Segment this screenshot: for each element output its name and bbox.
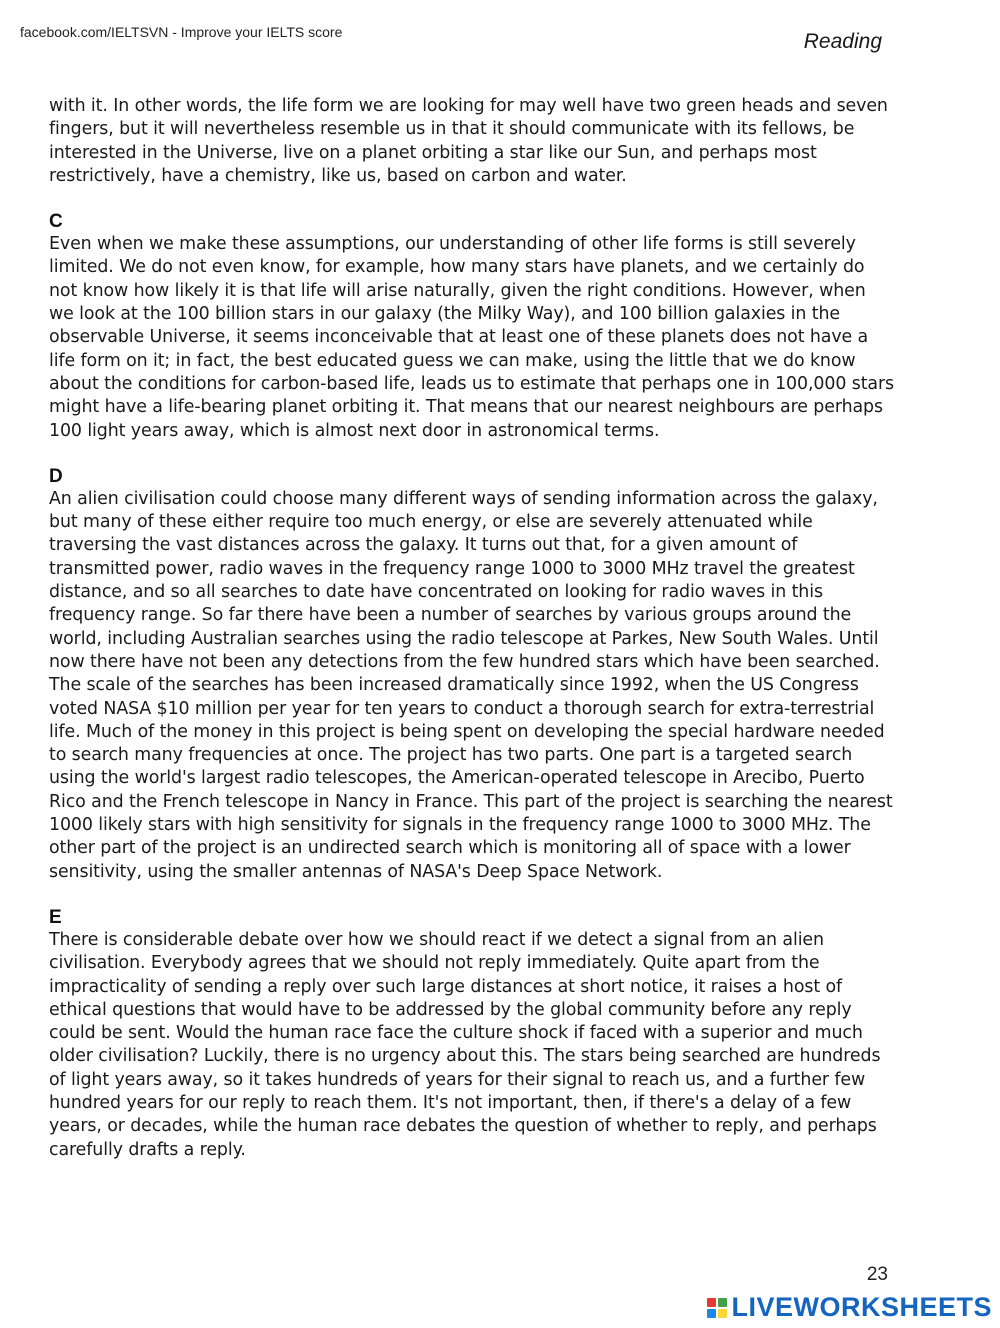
header-source-text: facebook.com/IELTSVN - Improve your IELTS score — [20, 24, 343, 40]
liveworksheets-logo-icon — [707, 1298, 727, 1318]
liveworksheets-watermark — [707, 1292, 992, 1323]
section-letter: C — [49, 211, 63, 233]
section-d — [49, 466, 894, 884]
section-c — [49, 211, 894, 443]
reading-passage — [49, 95, 894, 1162]
section-letter: D — [49, 465, 63, 487]
header-section-title: Reading — [803, 30, 882, 53]
section-e — [49, 907, 894, 1162]
watermark-text: LIVEWORKSHEETS — [731, 1292, 992, 1322]
intro-paragraph: with it. In other words, the life form we are looking for may well have two green heads and seven fingers, but it will nevertheless resemble us in that it should communicate with its fellows, be interested in the Universe, live on a planet orbiting a star like our Sun, and perhaps most restrictively, have a chemistry, like us, based on carbon and water. — [49, 96, 888, 186]
page-number: 23 — [866, 1264, 888, 1285]
section-paragraph: An alien civilisation could choose many different ways of sending information across the galaxy, but many of these either require too much energy, or else are severely attenuated while traversing the vast distances across the galaxy. It turns out that, for a given amount of transmitted power, radio waves in the frequency range 1000 to 3000 MHz travel the greatest distance, and so all searches to date have concentrated on looking for radio waves in this frequency range. So far there have been a number of searches by various groups around the world, including Australian searches using the radio telescope at Parkes, New South Wales. Until now there have not been any detections from the few hundred stars which have been searched. The scale of the searches has been increased dramatically since 1992, when the US Congress voted NASA $10 million per year for ten years to conduct a thorough search for extra-terrestrial life. Much of the money in this project is being spent on developing the special hardware needed to search many frequencies at once. The project has two parts. One part is a targeted search using the world's largest radio telescopes, the American-operated telescope in Arecibo, Puerto Rico and the French telescope in Nancy in France. This part of the project is searching the nearest 1000 likely stars with high sensitivity for signals in the frequency range 1000 to 3000 MHz. The other part of the project is an undirected search which is monitoring all of space with a lower sensitivity, using the smaller antennas of NASA's Deep Space Network. — [49, 488, 893, 882]
section-letter: E — [49, 906, 62, 928]
section-paragraph: Even when we make these assumptions, our understanding of other life forms is still severely limited. We do not even know, for example, how many stars have planets, and we certainly do not know how likely it is that life will arise naturally, given the right conditions. However, when we look at the 100 billion stars in our galaxy (the Milky Way), and 100 billion galaxies in the observable Universe, it seems inconceivable that at least one of these planets does not have a life form on it; in fact, the best educated guess we can make, using the little that we do know about the conditions for carbon-based life, leads us to estimate that perhaps one in 100,000 stars might have a life-bearing planet orbiting it. That means that our nearest neighbours are perhaps 100 light years away, which is almost next door in astronomical terms. — [49, 234, 894, 441]
section-paragraph: There is considerable debate over how we should react if we detect a signal from an alien civilisation. Everybody agrees that we should not reply immediately. Quite apart from the impracticality of sending a reply over such large distances at short notice, it raises a host of ethical questions that would have to be addressed by the global community before any reply could be sent. Would the human race face the culture shock if faced with a superior and much older civilisation? Luckily, there is no urgency about this. The stars being searched are hundreds of light years away, so it takes hundreds of years for their signal to reach us, and a further few hundred years for our reply to reach them. It's not important, then, if there's a delay of a few years, or decades, while the human race debates the question of whether to reply, and perhaps carefully drafts a reply. — [49, 929, 881, 1160]
